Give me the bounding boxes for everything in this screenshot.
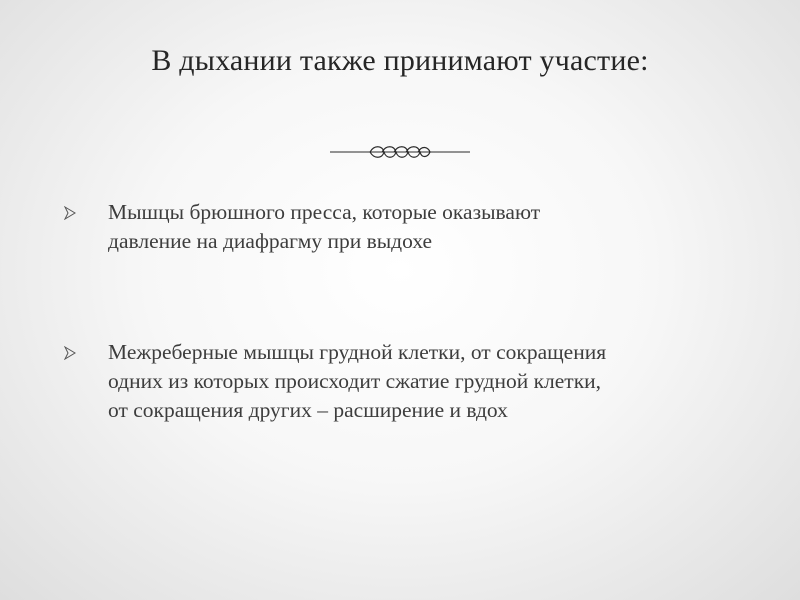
bullet-item xyxy=(62,338,762,425)
bullet-list xyxy=(62,198,762,425)
bullet-line: Мышцы брюшного пресса, которые оказывают xyxy=(108,200,541,224)
bullet-line: одних из которых происходит сжатие грудной клетки, xyxy=(108,369,602,393)
bullet-item xyxy=(62,198,762,256)
bullet-line: Межреберные мышцы грудной клетки, от сокращения xyxy=(108,340,607,364)
bullet-line: давление на диафрагму при выдохе xyxy=(108,229,433,253)
bullet-line: от сокращения других – расширение и вдох xyxy=(108,398,508,422)
ornament-divider-icon xyxy=(330,141,470,163)
slide-title: В дыхании также принимают участие: xyxy=(151,44,649,77)
bullet-arrow-icon xyxy=(64,206,76,220)
bullet-arrow-icon xyxy=(64,346,76,360)
